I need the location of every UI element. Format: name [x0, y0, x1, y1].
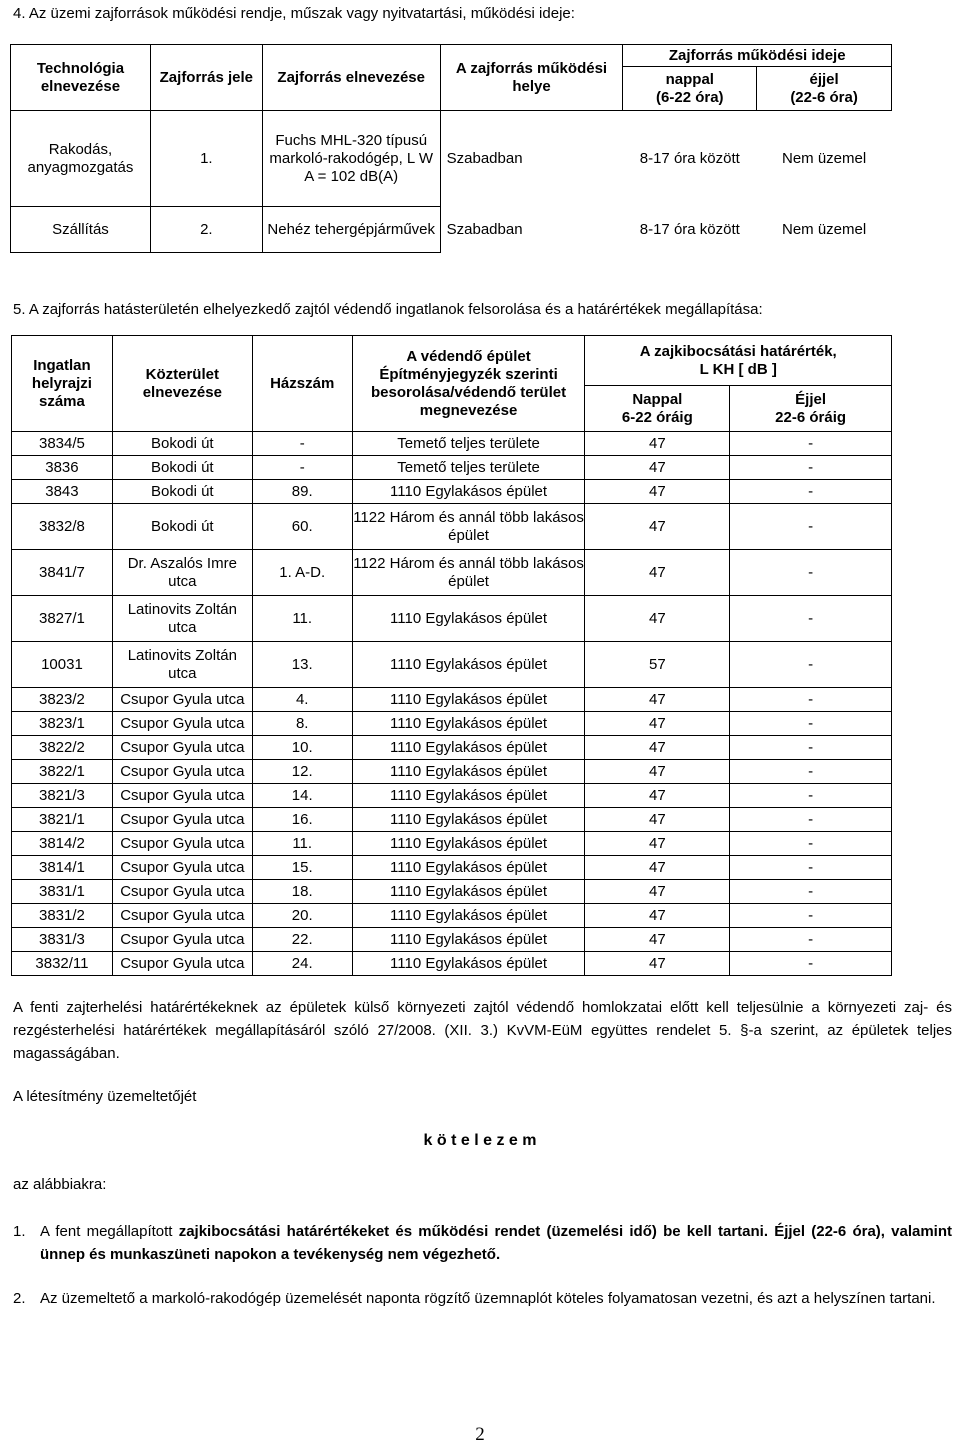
cell-parcel: 3821/3	[12, 784, 113, 808]
cell-street: Csupor Gyula utca	[112, 928, 252, 952]
table-row	[12, 952, 892, 976]
cell-night-limit: -	[730, 952, 892, 976]
cell-night-limit: -	[730, 688, 892, 712]
header-source-id: Zajforrás jele	[150, 45, 262, 111]
cell-day-limit: 47	[585, 880, 730, 904]
item-2-number: 2.	[13, 1290, 26, 1307]
cell-parcel: 3841/7	[12, 550, 113, 596]
cell-building: 1110 Egylakásos épület	[352, 880, 585, 904]
cell-night-limit: -	[730, 456, 892, 480]
cell-building: 1110 Egylakásos épület	[352, 596, 585, 642]
cell-street: Csupor Gyula utca	[112, 904, 252, 928]
header-source-name: Zajforrás elnevezése	[262, 45, 440, 111]
cell-number: 8.	[252, 712, 352, 736]
cell-street: Bokodi út	[112, 504, 252, 550]
cell-day-limit: 47	[585, 712, 730, 736]
table-row	[12, 856, 892, 880]
cell-parcel: 3814/1	[12, 856, 113, 880]
cell-night-limit: -	[730, 856, 892, 880]
cell-number: 4.	[252, 688, 352, 712]
cell-building: 1110 Egylakásos épület	[352, 642, 585, 688]
cell-day-limit: 47	[585, 456, 730, 480]
table-row	[12, 596, 892, 642]
cell-night-limit: -	[730, 432, 892, 456]
cell-building: 1110 Egylakásos épület	[352, 688, 585, 712]
cell-building: 1110 Egylakásos épület	[352, 760, 585, 784]
table-row	[12, 504, 892, 550]
cell-parcel: 3827/1	[12, 596, 113, 642]
cell-building: 1110 Egylakásos épület	[352, 712, 585, 736]
cell-building: Temető teljes területe	[352, 456, 585, 480]
cell-parcel: 3823/2	[12, 688, 113, 712]
cell-street: Csupor Gyula utca	[112, 856, 252, 880]
cell-day-limit: 47	[585, 856, 730, 880]
cell-parcel: 3836	[12, 456, 113, 480]
cell-day-limit: 47	[585, 596, 730, 642]
table-row	[12, 736, 892, 760]
item-2-text: Az üzemeltető a markoló-rakodógép üzemelését naponta rögzítő üzemnaplót köteles folyamatosan vezetni, és azt a helyszínen tartani.	[40, 1290, 936, 1307]
table-row	[12, 880, 892, 904]
cell-source-name: Nehéz tehergépjárművek	[262, 207, 440, 253]
cell-parcel: 3831/1	[12, 880, 113, 904]
cell-day-limit: 47	[585, 688, 730, 712]
cell-street: Csupor Gyula utca	[112, 760, 252, 784]
table-row	[12, 832, 892, 856]
table-row	[11, 111, 892, 207]
cell-parcel: 3821/1	[12, 808, 113, 832]
cell-number: 12.	[252, 760, 352, 784]
cell-number: -	[252, 456, 352, 480]
item-1	[13, 1220, 953, 1266]
cell-street: Bokodi út	[112, 480, 252, 504]
cell-night-limit: -	[730, 736, 892, 760]
cell-street: Csupor Gyula utca	[112, 712, 252, 736]
cell-building: 1110 Egylakásos épület	[352, 904, 585, 928]
table-row	[12, 904, 892, 928]
cell-day-limit: 47	[585, 904, 730, 928]
cell-day: 8-17 óra között	[639, 149, 740, 167]
cell-parcel: 3814/2	[12, 832, 113, 856]
cell-day-limit: 47	[585, 432, 730, 456]
cell-night: Nem üzemel	[781, 220, 867, 238]
cell-day-limit: 47	[585, 760, 730, 784]
limit-compliance-paragraph: A fenti zajterhelési határértékeknek az épületek külső környezeti zajtól védendő homlokzatai előtt kell teljesülnie a környezeti zaj- és rezgésterhelési határértékek megállapításáról szóló 27/2008. (XII. 3.) KvVM-EüM együttes rendelet 5. §-a szerint, az épületek teljes magasságában.	[13, 999, 952, 1062]
cell-parcel: 3831/2	[12, 904, 113, 928]
cell-parcel: 3843	[12, 480, 113, 504]
cell-number: 15.	[252, 856, 352, 880]
header-limit: A zajkibocsátási határérték, L KH [ dB ]	[585, 336, 892, 386]
cell-night-limit: -	[730, 904, 892, 928]
table-row	[12, 688, 892, 712]
cell-day-limit: 47	[585, 736, 730, 760]
cell-parcel: 10031	[12, 642, 113, 688]
cell-night-limit: -	[730, 596, 892, 642]
cell-building: 1122 Három és annál több lakásos épület	[352, 550, 585, 596]
cell-street: Dr. Aszalós Imre utca	[112, 550, 252, 596]
cell-street: Latinovits Zoltán utca	[112, 642, 252, 688]
table-row	[12, 808, 892, 832]
item-2	[13, 1287, 952, 1310]
cell-number: 10.	[252, 736, 352, 760]
item-1-number: 1.	[13, 1223, 26, 1240]
cell-day-limit: 47	[585, 952, 730, 976]
table-row	[12, 760, 892, 784]
table-row	[12, 928, 892, 952]
cell-street: Csupor Gyula utca	[112, 688, 252, 712]
header-night: Éjjel 22-6 óráig	[730, 386, 892, 432]
page-number: 2	[475, 1424, 485, 1445]
cell-building: 1122 Három és annál több lakásos épület	[352, 504, 585, 550]
cell-technology: Rakodás, anyagmozgatás	[11, 111, 151, 207]
cell-building: 1110 Egylakásos épület	[352, 832, 585, 856]
cell-parcel: 3822/1	[12, 760, 113, 784]
item-1-bold-text: zajkibocsátási határértékeket és működési rendet (üzemelési idő) be kell tartani. Éjjel (22-6 óra), valamint ünnep és munkaszüneti napokon a tevékenység nem végezhető.	[40, 1223, 953, 1263]
table-row	[12, 642, 892, 688]
cell-street: Csupor Gyula utca	[112, 784, 252, 808]
cell-source-name: Fuchs MHL-320 típusú markoló-rakodógép, L W A = 102 dB(A)	[262, 111, 440, 207]
header-day: Nappal 6-22 óráig	[585, 386, 730, 432]
cell-day-limit: 47	[585, 480, 730, 504]
cell-day: 8-17 óra között	[639, 220, 740, 238]
cell-night-limit: -	[730, 808, 892, 832]
cell-technology: Szállítás	[11, 207, 151, 253]
table-row	[12, 712, 892, 736]
operating-schedule-table	[10, 44, 892, 253]
cell-day-limit: 47	[585, 504, 730, 550]
cell-street: Latinovits Zoltán utca	[112, 596, 252, 642]
cell-building: 1110 Egylakásos épület	[352, 856, 585, 880]
cell-parcel: 3834/5	[12, 432, 113, 456]
cell-street: Csupor Gyula utca	[112, 880, 252, 904]
cell-location: Szabadban	[446, 220, 523, 238]
cell-parcel: 3822/2	[12, 736, 113, 760]
cell-night: Nem üzemel	[781, 149, 867, 167]
cell-number: 16.	[252, 808, 352, 832]
cell-night-limit: -	[730, 504, 892, 550]
section-5-title: 5. A zajforrás hatásterületén elhelyezkedő zajtól védendő ingatlanok felsorolása és a határértékek megállapítása:	[13, 301, 763, 318]
header-operating-time: Zajforrás működési ideje	[623, 45, 892, 67]
table-row	[12, 456, 892, 480]
cell-night-limit: -	[730, 642, 892, 688]
table-row	[11, 207, 892, 253]
cell-building: 1110 Egylakásos épület	[352, 928, 585, 952]
cell-parcel: 3831/3	[12, 928, 113, 952]
cell-building: 1110 Egylakásos épület	[352, 736, 585, 760]
header-parcel: Ingatlan helyrajzi száma	[12, 336, 113, 432]
cell-street: Csupor Gyula utca	[112, 832, 252, 856]
table-row	[12, 550, 892, 596]
cell-number: 20.	[252, 904, 352, 928]
cell-street: Csupor Gyula utca	[112, 952, 252, 976]
cell-night-limit: -	[730, 480, 892, 504]
cell-number: 11.	[252, 596, 352, 642]
cell-day-limit: 47	[585, 550, 730, 596]
cell-day-limit: 47	[585, 928, 730, 952]
cell-source-id: 2.	[150, 207, 262, 253]
cell-building: 1110 Egylakásos épület	[352, 784, 585, 808]
cell-street: Csupor Gyula utca	[112, 808, 252, 832]
obligation-heading: k ö t e l e z e m	[423, 1132, 537, 1149]
cell-number: 60.	[252, 504, 352, 550]
header-night: éjjel (22-6 óra)	[757, 67, 892, 111]
cell-location: Szabadban	[446, 149, 523, 167]
cell-day-limit: 57	[585, 642, 730, 688]
header-technology: Technológia elnevezése	[11, 45, 151, 111]
cell-number: 11.	[252, 832, 352, 856]
to-following-label: az alábbiakra:	[13, 1176, 107, 1193]
protected-properties-table	[11, 335, 892, 976]
cell-number: 13.	[252, 642, 352, 688]
cell-number: 22.	[252, 928, 352, 952]
header-day: nappal (6-22 óra)	[623, 67, 757, 111]
table-row	[12, 480, 892, 504]
item-1-text: A fent megállapított	[40, 1223, 173, 1240]
cell-day-limit: 47	[585, 784, 730, 808]
cell-street: Bokodi út	[112, 456, 252, 480]
cell-street: Bokodi út	[112, 432, 252, 456]
header-location: A zajforrás működési helye	[440, 45, 623, 111]
cell-parcel: 3823/1	[12, 712, 113, 736]
cell-source-id: 1.	[150, 111, 262, 207]
cell-number: 89.	[252, 480, 352, 504]
header-building: A védendő épület Építményjegyzék szerinti besorolása/védendő terület megnevezése	[352, 336, 585, 432]
cell-number: 1. A-D.	[252, 550, 352, 596]
cell-night-limit: -	[730, 550, 892, 596]
cell-night-limit: -	[730, 928, 892, 952]
cell-building: 1110 Egylakásos épület	[352, 808, 585, 832]
cell-night-limit: -	[730, 880, 892, 904]
cell-day-limit: 47	[585, 832, 730, 856]
cell-night-limit: -	[730, 760, 892, 784]
cell-building: 1110 Egylakásos épület	[352, 480, 585, 504]
cell-night-limit: -	[730, 712, 892, 736]
operator-line: A létesítmény üzemeltetőjét	[13, 1088, 197, 1105]
cell-night-limit: -	[730, 832, 892, 856]
section-4-title: 4. Az üzemi zajforrások működési rendje, műszak vagy nyitvatartási, működési ideje:	[13, 5, 575, 22]
cell-building: Temető teljes területe	[352, 432, 585, 456]
cell-number: -	[252, 432, 352, 456]
table-row	[12, 432, 892, 456]
header-number: Házszám	[252, 336, 352, 432]
header-street: Közterület elnevezése	[112, 336, 252, 432]
table-row	[12, 784, 892, 808]
cell-night-limit: -	[730, 784, 892, 808]
cell-street: Csupor Gyula utca	[112, 736, 252, 760]
cell-building: 1110 Egylakásos épület	[352, 952, 585, 976]
cell-parcel: 3832/8	[12, 504, 113, 550]
cell-day-limit: 47	[585, 808, 730, 832]
cell-parcel: 3832/11	[12, 952, 113, 976]
cell-number: 24.	[252, 952, 352, 976]
cell-number: 14.	[252, 784, 352, 808]
cell-number: 18.	[252, 880, 352, 904]
